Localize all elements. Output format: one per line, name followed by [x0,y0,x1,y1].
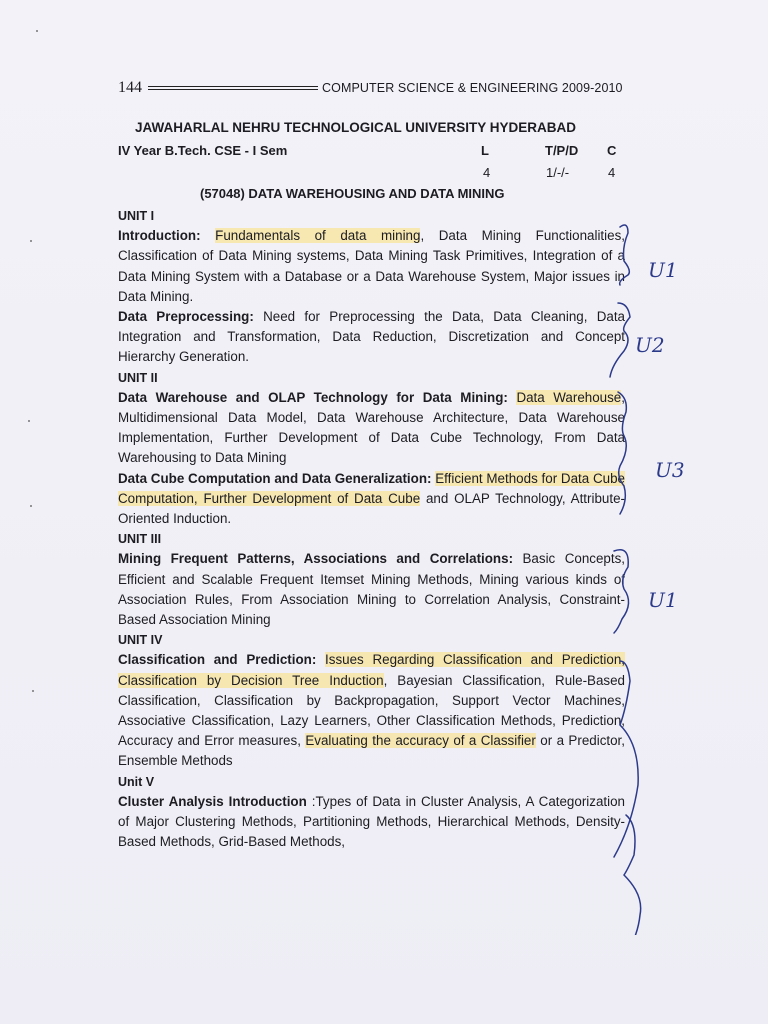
topic-text: Need for Preprocessing the Data, Data Cleaning, Data Integration and Transformation, Data Reduction, Discretization and Concept Hierarchy Generation. [118,309,626,365]
topic-paragraph [118,650,625,771]
unit-heading: UNIT I [118,209,155,223]
topic-lead: Cluster Analysis Introduction [118,793,307,809]
topic-text: or a Predictor, Ensemble Methods [118,733,625,769]
highlighted-text: Data Warehouse [516,389,622,405]
topic-lead: Introduction: [118,228,201,244]
page-number: 144 [118,79,142,96]
department-title: COMPUTER SCIENCE & ENGINEERING 2009-2010 [322,81,623,95]
credit-value-c: 4 [608,165,616,180]
unit-heading: UNIT III [118,532,162,547]
topic-paragraph [118,469,625,530]
syllabus-units [118,206,625,853]
topic-text: , Bayesian Classification, Rule-Based Classification, Classification by Backpropagation, Support Vector Machines, Associative Classification, Lazy Learners, Other Classification Methods, Prediction, Accuracy and Error measures, [118,672,625,749]
topic-lead: Data Cube Computation and Data Generalization: [118,470,432,486]
topic-paragraph [118,792,625,853]
credit-value-l: 4 [483,165,491,180]
topic-text: Basic Concepts, Efficient and Scalable Frequent Itemset Mining Methods, Mining various kinds of Association Rules, From Association Mining to Correlation Analysis, Constraint-Based Association Mining [118,551,625,628]
topic-paragraph [118,307,625,368]
course-title: (57048) DATA WAREHOUSING AND DATA MINING [200,186,505,201]
note-u1-a: U1 [648,258,678,282]
topic-lead: Data Preprocessing: [118,309,254,325]
topic-paragraph [118,226,625,307]
topic-text [201,228,216,243]
note-u2: U2 [635,333,665,357]
unit-heading: UNIT II [118,370,158,385]
topic-lead: Data Warehouse and OLAP Technology for Data Mining: [118,389,508,405]
highlighted-text: Efficient Methods for Data Cube Computation, Further Development of Data Cube [118,470,625,506]
topic-text: and OLAP Technology, Attribute-Oriented Induction. [118,490,625,527]
scan-speck [30,505,32,507]
header-rule [148,86,318,90]
note-u1-b: U1 [648,588,678,612]
topic-paragraph [118,388,625,469]
topic-text [316,652,325,667]
scan-speck [30,240,32,242]
scan-speck [28,420,30,422]
scan-speck [36,30,38,32]
credit-value-tpd: 1/-/- [546,165,570,180]
credit-header-c: C [607,143,617,158]
topic-lead: Classification and Prediction: [118,652,317,668]
unit-heading: Unit V [118,774,155,789]
topic-text: :Types of Data in Cluster Analysis, A Categorization of Major Clustering Methods, Partitioning Methods, Hierarchical Methods, Density-Based Methods, Grid-Based Methods, [118,793,625,850]
topic-paragraph [118,549,625,630]
university-name: JAWAHARLAL NEHRU TECHNOLOGICAL UNIVERSITY HYDERABAD [135,120,577,135]
semester-label: IV Year B.Tech. CSE - I Sem [118,143,288,158]
topic-lead: Mining Frequent Patterns, Associations and Correlations: [118,551,514,567]
highlighted-text: Issues Regarding Classification and Prediction, Classification by Decision Tree Induction [118,652,625,688]
credit-header-l: L [481,143,489,158]
credit-header-tpd: T/P/D [545,143,579,158]
highlighted-text: Fundamentals of data mining [215,228,421,244]
highlighted-text: Evaluating the accuracy of a Classifier [305,733,536,749]
scan-speck [32,690,34,692]
page-header [118,78,638,98]
note-u3: U3 [655,458,685,482]
bracket-unit5 [624,815,641,935]
unit-heading: UNIT IV [118,633,163,648]
topic-text: , Data Mining Functionalities, Classification of Data Mining systems, Data Mining Task Primitives, Integration of a Data Mining System with a Database or a Data Warehouse System, Major issues in Data Mining. [118,228,625,304]
topic-text: , Multidimensional Data Model, Data Warehouse Architecture, Data Warehouse Implementation, Further Development of Data Cube Technology, From Data Warehousing to Data Mining [118,389,625,466]
